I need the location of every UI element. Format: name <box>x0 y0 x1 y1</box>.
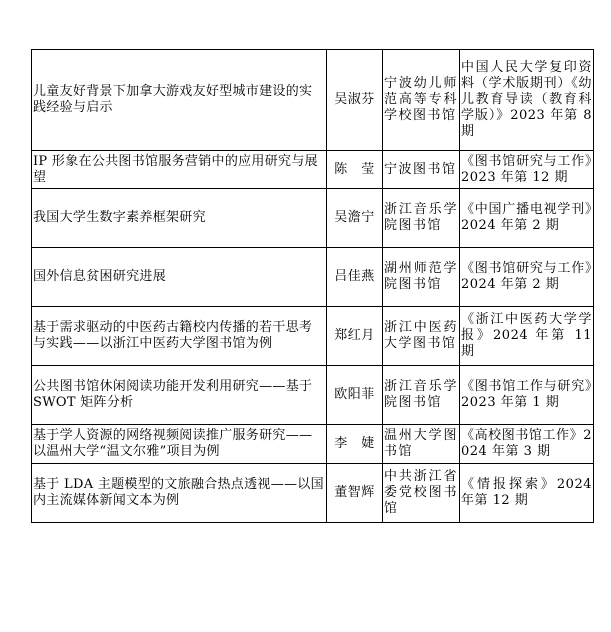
institution: 浙江音乐学院图书馆 <box>383 366 460 425</box>
journal-source: 《中国广播电视学刊》2024 年第 2 期 <box>460 189 594 248</box>
paper-title: 儿童友好背景下加拿大游戏友好型城市建设的实践经验与启示 <box>32 50 327 151</box>
author-name: 郑红月 <box>327 307 383 366</box>
table-row <box>32 366 594 425</box>
paper-title: 我国大学生数字素养框架研究 <box>32 189 327 248</box>
institution: 湖州师范学院图书馆 <box>383 248 460 307</box>
journal-source: 《情报探索》2024 年第 12 期 <box>460 464 594 523</box>
institution: 中共浙江省委党校图书馆 <box>383 464 460 523</box>
author-name: 吴澹宁 <box>327 189 383 248</box>
author-name: 欧阳菲 <box>327 366 383 425</box>
table-row <box>32 464 594 523</box>
journal-source: 《图书馆研究与工作》2024 年第 2 期 <box>460 248 594 307</box>
table-row <box>32 248 594 307</box>
paper-title: 公共图书馆休闲阅读功能开发利用研究——基于 SWOT 矩阵分析 <box>32 366 327 425</box>
institution: 宁波幼儿师范高等专科学校图书馆 <box>383 50 460 151</box>
institution: 温州大学图书馆 <box>383 425 460 464</box>
author-name: 李 婕 <box>327 425 383 464</box>
paper-title: 基于需求驱动的中医药古籍校内传播的若干思考与实践——以浙江中医药大学图书馆为例 <box>32 307 327 366</box>
author-name: 吴淑芬 <box>327 50 383 151</box>
table-row <box>32 425 594 464</box>
author-name: 吕佳燕 <box>327 248 383 307</box>
institution: 浙江音乐学院图书馆 <box>383 189 460 248</box>
paper-title: 基于学人资源的网络视频阅读推广服务研究——以温州大学“温文尔雅”项目为例 <box>32 425 327 464</box>
paper-title: IP 形象在公共图书馆服务营销中的应用研究与展望 <box>32 151 327 189</box>
table-row <box>32 189 594 248</box>
table-row <box>32 307 594 366</box>
institution: 浙江中医药大学图书馆 <box>383 307 460 366</box>
journal-source: 中国人民大学复印资料（学术版期刊）《幼儿教育导读（教育科学版）》2023 年第 8 期 <box>460 50 594 151</box>
paper-title: 基于 LDA 主题模型的文旅融合热点透视——以国内主流媒体新闻文本为例 <box>32 464 327 523</box>
table-row <box>32 50 594 151</box>
journal-source: 《图书馆研究与工作》2023 年第 12 期 <box>460 151 594 189</box>
journal-source: 《图书馆工作与研究》2023 年第 1 期 <box>460 366 594 425</box>
publications-table <box>31 49 594 523</box>
journal-source: 《高校图书馆工作》2024 年第 3 期 <box>460 425 594 464</box>
author-name: 董智辉 <box>327 464 383 523</box>
author-name: 陈 莹 <box>327 151 383 189</box>
table-row <box>32 151 594 189</box>
institution: 宁波图书馆 <box>383 151 460 189</box>
journal-source: 《浙江中医药大学学报》2024 年第 11 期 <box>460 307 594 366</box>
paper-title: 国外信息贫困研究进展 <box>32 248 327 307</box>
